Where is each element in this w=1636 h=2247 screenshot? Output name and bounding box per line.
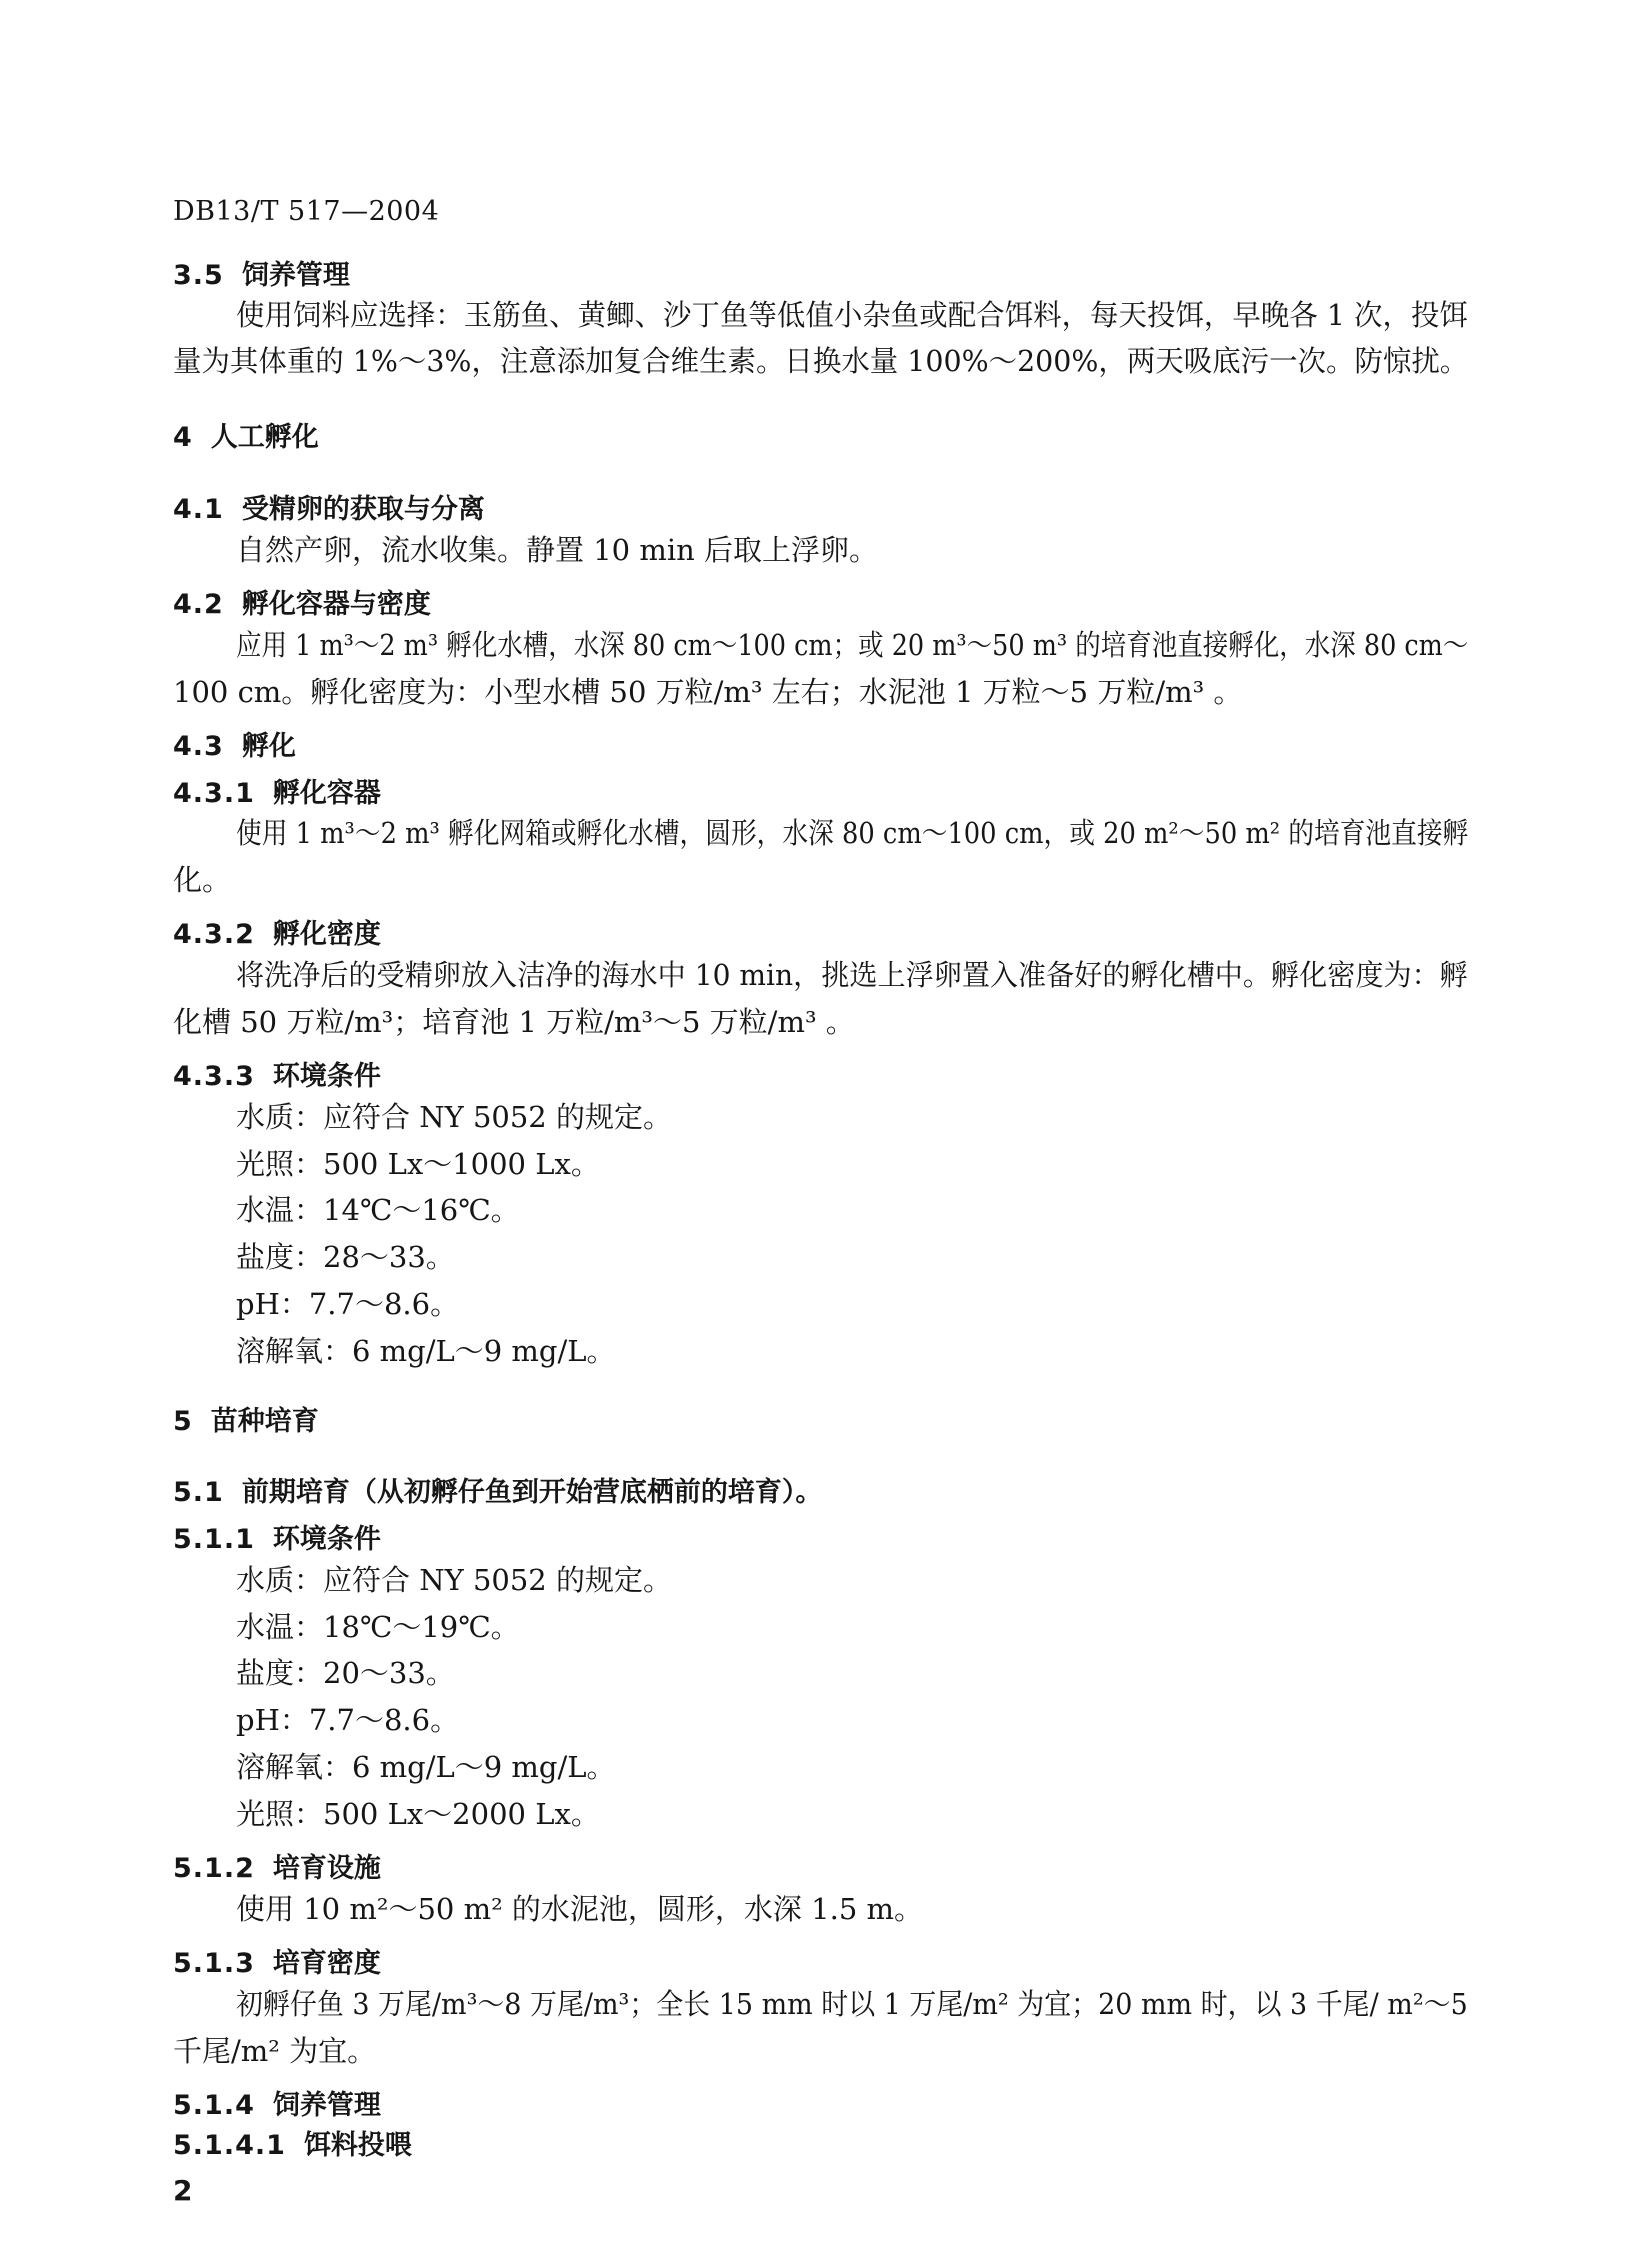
paragraph-line: 水质：应符合 NY 5052 的规定。 xyxy=(236,1100,672,1134)
paragraph-line: 水温：14℃～16℃。 xyxy=(236,1193,520,1227)
paragraph-line: 应用 1 m³～2 m³ 孵化水槽，水深 80 cm～100 cm；或 20 m³～50 m³ 的培育池直接孵化，水深 80 cm～ xyxy=(236,628,1469,662)
section-title: 培育设施 xyxy=(272,1853,381,1884)
section-title: 孵化容器 xyxy=(272,778,381,809)
paragraph-line: 光照：500 Lx～2000 Lx。 xyxy=(236,1797,600,1831)
paragraph-line: 溶解氧：6 mg/L～9 mg/L。 xyxy=(236,1334,616,1368)
paragraph-line: 量为其体重的 1%～3%，注意添加复合维生素。日换水量 100%～200%，两天吸底污一次。防惊扰。 xyxy=(173,344,1469,378)
section-heading xyxy=(173,1402,319,1442)
section-title: 受精卵的获取与分离 xyxy=(241,494,485,525)
section-number: 5.1.2 xyxy=(173,1853,255,1884)
section-title: 人工孵化 xyxy=(210,422,319,453)
section-title: 孵化密度 xyxy=(272,919,381,950)
section-heading xyxy=(173,585,431,625)
section-number: 4 xyxy=(173,422,193,453)
section-heading xyxy=(173,256,350,296)
paragraph-line: 盐度：28～33。 xyxy=(236,1240,455,1274)
section-number: 5 xyxy=(173,1406,193,1437)
section-heading xyxy=(173,2126,412,2166)
paragraph-line: 自然产卵，流水收集。静置 10 min 后取上浮卵。 xyxy=(236,533,879,567)
document-code: DB13/T 517—2004 xyxy=(173,196,440,227)
paragraph-line: pH：7.7～8.6。 xyxy=(236,1287,460,1321)
section-title: 苗种培育 xyxy=(210,1406,319,1437)
paragraph-line: pH：7.7～8.6。 xyxy=(236,1703,460,1737)
section-number: 5.1.1 xyxy=(173,1524,255,1555)
section-number: 5.1 xyxy=(173,1477,224,1508)
section-number: 4.2 xyxy=(173,589,224,620)
section-heading xyxy=(173,1057,381,1097)
paragraph-line: 溶解氧：6 mg/L～9 mg/L。 xyxy=(236,1750,616,1784)
page-number: 2 xyxy=(173,2174,193,2207)
section-number: 5.1.4 xyxy=(173,2090,255,2121)
paragraph-line: 水质：应符合 NY 5052 的规定。 xyxy=(236,1563,672,1597)
paragraph-line: 化槽 50 万粒/m³；培育池 1 万粒/m³～5 万粒/m³ 。 xyxy=(173,1005,855,1039)
section-title: 环境条件 xyxy=(272,1524,381,1555)
section-title: 环境条件 xyxy=(272,1061,381,1092)
section-title: 饵料投喂 xyxy=(303,2130,412,2161)
section-heading xyxy=(173,915,381,955)
section-number: 4.3.2 xyxy=(173,919,255,950)
section-heading xyxy=(173,1944,381,1984)
section-number: 5.1.4.1 xyxy=(173,2130,286,2161)
section-title: 孵化 xyxy=(241,731,296,762)
paragraph-line: 千尾/m² 为宜。 xyxy=(173,2034,377,2068)
section-title: 前期培育（从初孵仔鱼到开始营底栖前的培育）。 xyxy=(241,1477,823,1508)
paragraph-line: 盐度：20～33。 xyxy=(236,1656,455,1690)
paragraph-line: 化。 xyxy=(173,863,232,897)
section-number: 3.5 xyxy=(173,260,224,291)
section-number: 4.3.1 xyxy=(173,778,255,809)
paragraph-line: 水温：18℃～19℃。 xyxy=(236,1610,520,1644)
section-heading xyxy=(173,2086,381,2126)
paragraph-line: 使用 10 m²～50 m² 的水泥池，圆形，水深 1.5 m。 xyxy=(236,1892,923,1926)
section-heading xyxy=(173,1473,822,1513)
paragraph-line: 使用饲料应选择：玉筋鱼、黄鲫、沙丁鱼等低值小杂鱼或配合饵料，每天投饵，早晚各 1 次，投饵 xyxy=(236,298,1468,332)
section-heading xyxy=(173,490,485,530)
section-number: 4.3 xyxy=(173,731,224,762)
section-title: 培育密度 xyxy=(272,1948,381,1979)
paragraph-line: 100 cm。孵化密度为：小型水槽 50 万粒/m³ 左右；水泥池 1 万粒～5 万粒/m³ 。 xyxy=(173,675,1243,709)
section-heading xyxy=(173,774,381,814)
section-title: 孵化容器与密度 xyxy=(241,589,431,620)
section-heading xyxy=(173,418,319,458)
paragraph-line: 光照：500 Lx～1000 Lx。 xyxy=(236,1147,600,1181)
section-number: 4.1 xyxy=(173,494,224,525)
paragraph-line: 将洗净后的受精卵放入洁净的海水中 10 min，挑选上浮卵置入准备好的孵化槽中。孵化密度为：孵 xyxy=(236,958,1468,992)
section-number: 5.1.3 xyxy=(173,1948,255,1979)
section-heading xyxy=(173,727,296,767)
section-heading xyxy=(173,1520,381,1560)
section-number: 4.3.3 xyxy=(173,1061,255,1092)
paragraph-line: 初孵仔鱼 3 万尾/m³～8 万尾/m³；全长 15 mm 时以 1 万尾/m² 为宜；20 mm 时，以 3 千尾/ m²～5 xyxy=(236,1987,1468,2021)
section-title: 饲养管理 xyxy=(241,260,350,291)
section-heading xyxy=(173,1849,381,1889)
section-title: 饲养管理 xyxy=(272,2090,381,2121)
paragraph-line: 使用 1 m³～2 m³ 孵化网箱或孵化水槽，圆形，水深 80 cm～100 cm，或 20 m²～50 m² 的培育池直接孵 xyxy=(236,816,1469,850)
